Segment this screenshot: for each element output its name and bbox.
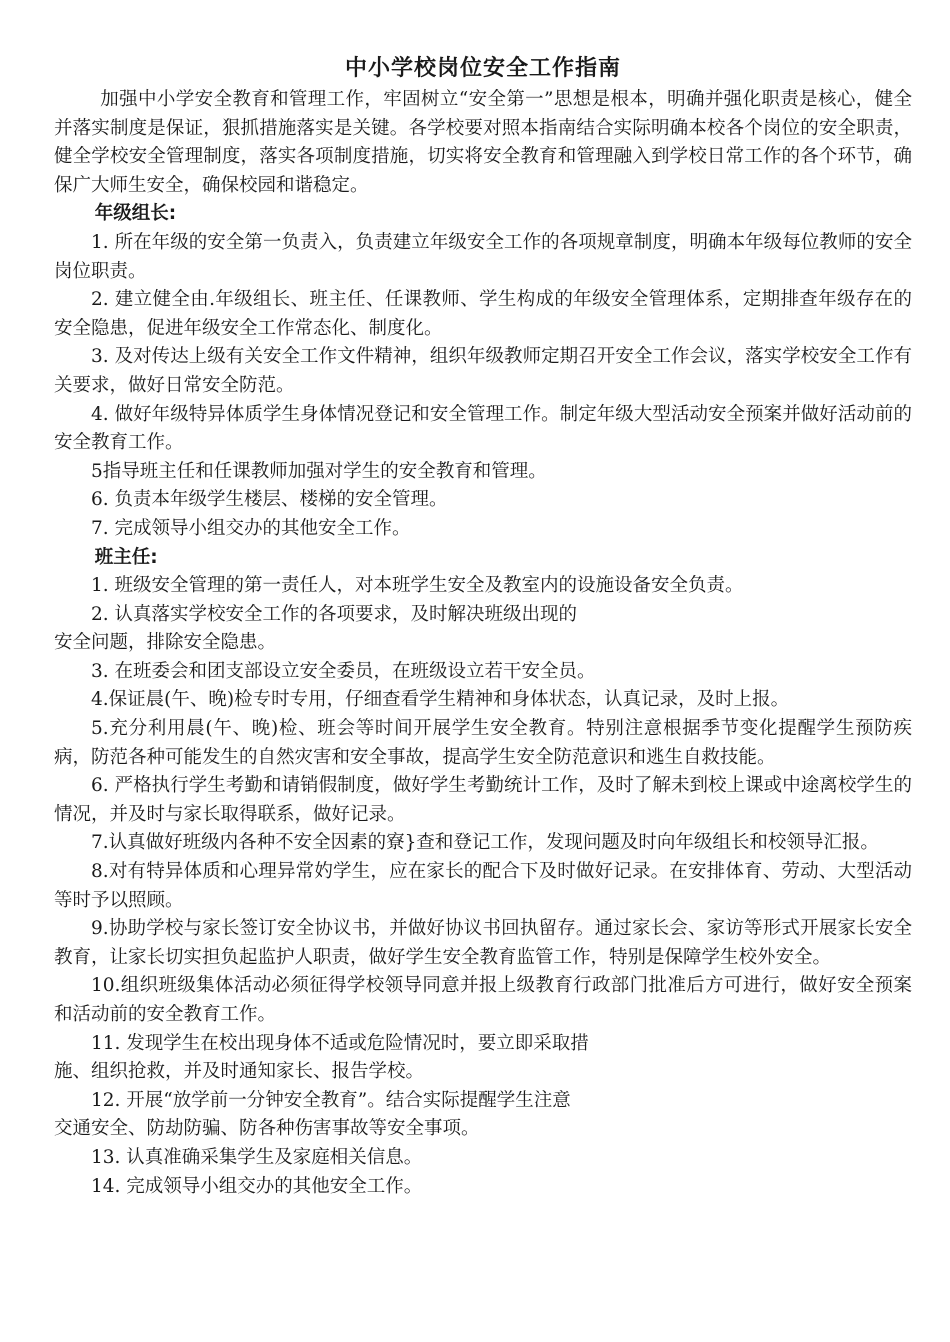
- grade-leader-item-5: 5指导班主任和任课教师加强对学生的安全教育和管理。: [91, 460, 547, 482]
- head-teacher-item-12-line-1: 12. 开展“放学前一分钟安全教育”。结合实际提醒学生注意: [91, 1089, 571, 1111]
- head-teacher-item-10: 10.组织班级集体活动必须征得学校领导同意并报上级教育行政部门批准后方可进行，做好安全预案和活动前的安全教育工作。: [54, 975, 912, 1025]
- head-teacher-item-12: [54, 1087, 912, 1144]
- section-heading-grade-leader: 年级组长:: [94, 203, 177, 225]
- head-teacher-item-7: 7.认真做好班级内各种不安全因素的寮}查和登记工作，发现问题及时向年级组长和校领导汇报。: [91, 832, 879, 854]
- head-teacher-item-1: 1. 班级安全管理的第一责任人，对本班学生安全及教室内的设施设备安全负责。: [91, 575, 744, 597]
- section-heading-head-teacher: 班主任:: [94, 546, 158, 568]
- grade-leader-item-2: 2. 建立健全由.年级组长、班主任、任课教师、学生构成的年级安全管理体系，定期排查年级存在的安全隐患，促进年级安全工作常态化、制度化。: [54, 289, 912, 339]
- grade-leader-item-4: 4. 做好年级特异体质学生身体情况登记和安全管理工作。制定年级大型活动安全预案并做好活动前的安全教育工作。: [54, 403, 912, 454]
- head-teacher-item-12-line-2: 交通安全、防劫防骗、防各种伤害事故等安全事项。: [54, 1118, 480, 1140]
- head-teacher-item-4: 4.保证晨(午、晚)检专时专用，仔细查看学生精神和身体状态，认真记录，及时上报。: [91, 689, 790, 711]
- grade-leader-item-7: 7. 完成领导小组交办的其他安全工作。: [91, 517, 411, 539]
- head-teacher-item-11: [54, 1030, 912, 1087]
- head-teacher-item-9: 9.协助学校与家长签订安全协议书，并做好协议书回执留存。通过家长会、家访等形式开展家长安全教育，让家长切实担负起监护人职责，做好学生安全教育监管工作，特别是保障学生校外安全。: [54, 918, 912, 968]
- intro-paragraph: 加强中小学安全教育和管理工作，牢固树立“安全第一”思想是根本，明确并强化职责是核心，健全并落实制度是保证，狠抓措施落实是关键。各学校要对照本指南结合实际明确本校各个岗位的安全职责，健全学校安全管理制度，落实各项制度措施，切实将安全教育和管理融入到学校日常工作的各个环节，确保广大师生安全，确保校园和谐稳定。: [54, 89, 912, 196]
- head-teacher-item-2-line-1: 2. 认真落实学校安全工作的各项要求，及时解决班级出现的: [91, 603, 578, 625]
- document-title: 中小学校岗位安全工作指南: [344, 56, 621, 81]
- head-teacher-item-8: 8.对有特异体质和心理异常妁学生，应在家长的配合下及时做好记录。在安排体育、劳动、大型活动等时予以照顾。: [54, 861, 912, 911]
- head-teacher-item-5: 5.充分利用晨(午、晚)检、班会等时间开展学生安全教育。特别注意根据季节变化提醒学生预防疾病，防范各种可能发生的自然灾害和安全事故，提高学生安全防范意识和逃生自救技能。: [54, 718, 912, 768]
- head-teacher-item-11-line-2: 施、组织抢救，并及时通知家长、报告学校。: [54, 1061, 425, 1083]
- head-teacher-item-2: [54, 601, 912, 658]
- head-teacher-item-14: 14. 完成领导小组交办的其他安全工作。: [91, 1175, 423, 1197]
- document-page: [54, 52, 912, 1201]
- head-teacher-item-6: 6. 严格执行学生考勤和请销假制度，做好学生考勤统计工作，及时了解未到校上课或中途离校学生的情况，并及时与家长取得联系，做好记录。: [54, 775, 912, 825]
- head-teacher-item-2-line-2: 安全问题，排除安全隐患。: [54, 632, 277, 654]
- head-teacher-item-3: 3. 在班委会和团支部设立安全委员，在班级设立若干安全员。: [91, 660, 596, 682]
- head-teacher-item-11-line-1: 11. 发现学生在校出现身体不适或危险情况时，要立即采取措: [91, 1032, 589, 1054]
- grade-leader-item-3: 3. 及对传达上级有关安全工作文件精神，组织年级教师定期召开安全工作会议，落实学校安全工作有关要求，做好日常安全防范。: [54, 346, 912, 396]
- grade-leader-item-6: 6. 负责本年级学生楼层、楼梯的安全管理。: [91, 489, 448, 511]
- head-teacher-item-13: 13. 认真准确采集学生及家庭相关信息。: [91, 1146, 423, 1168]
- grade-leader-item-1: 1. 所在年级的安全第一负责入，负责建立年级安全工作的各项规章制度，明确本年级每位教师的安全岗位职责。: [54, 231, 912, 282]
